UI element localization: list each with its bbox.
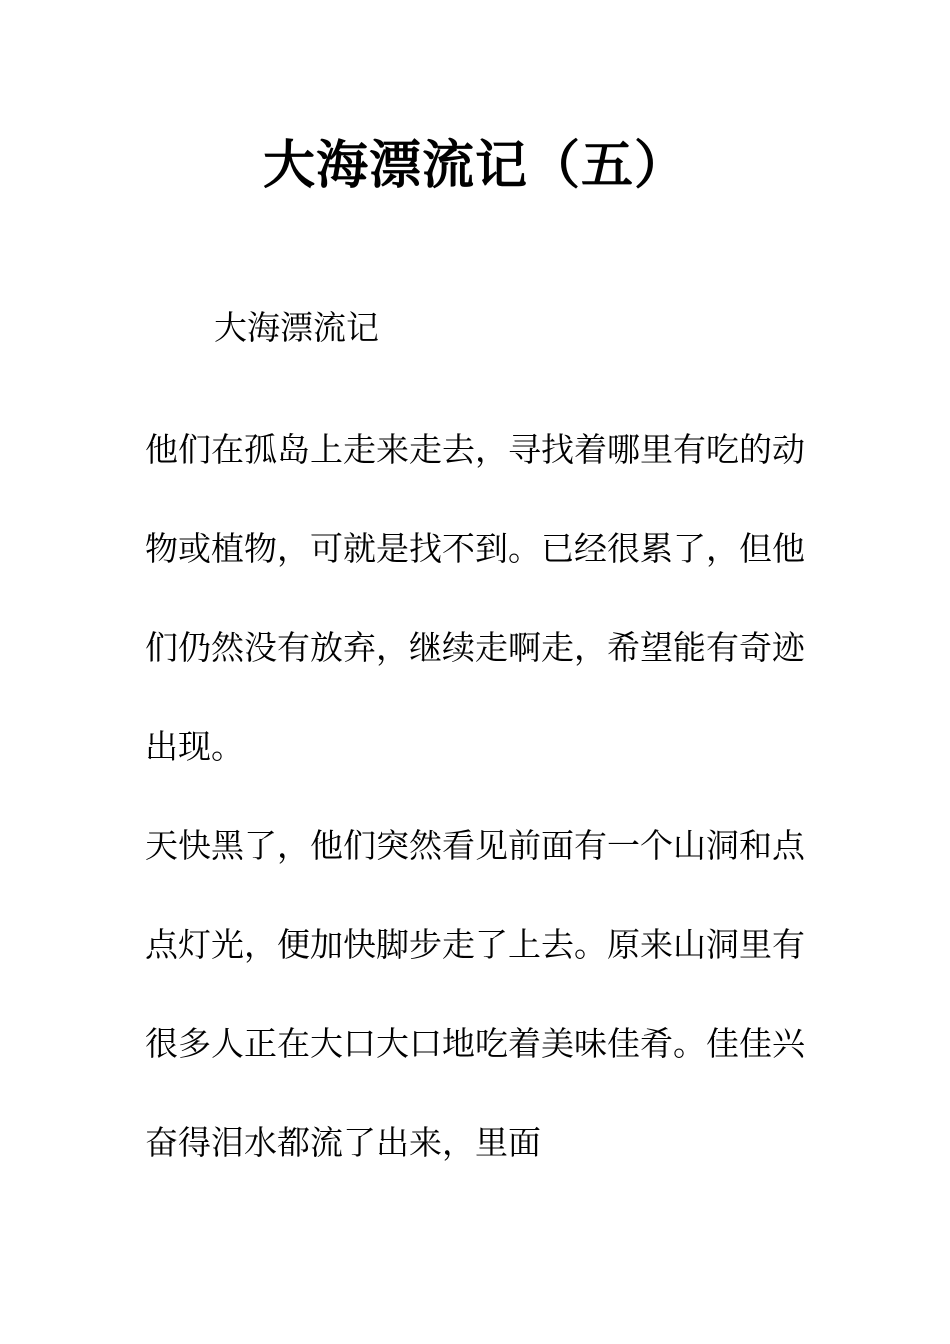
paragraph-2: 天快黑了，他们突然看见前面有一个山洞和点点灯光，便加快脚步走了上去。原来山洞里有很多人正在大口大口地吃着美味佳肴。佳佳兴奋得泪水都流了出来，里面 [145,826,805,1162]
paragraph-1: 他们在孤岛上走来走去，寻找着哪里有吃的动物或植物，可就是找不到。已经很累了，但他们仍然没有放弃，继续走啊走，希望能有奇迹出现。 [145,430,805,766]
document-title: 大海漂流记（五） [262,136,687,196]
document-subtitle: 大海漂流记 [214,308,379,347]
document-body [145,400,805,1192]
